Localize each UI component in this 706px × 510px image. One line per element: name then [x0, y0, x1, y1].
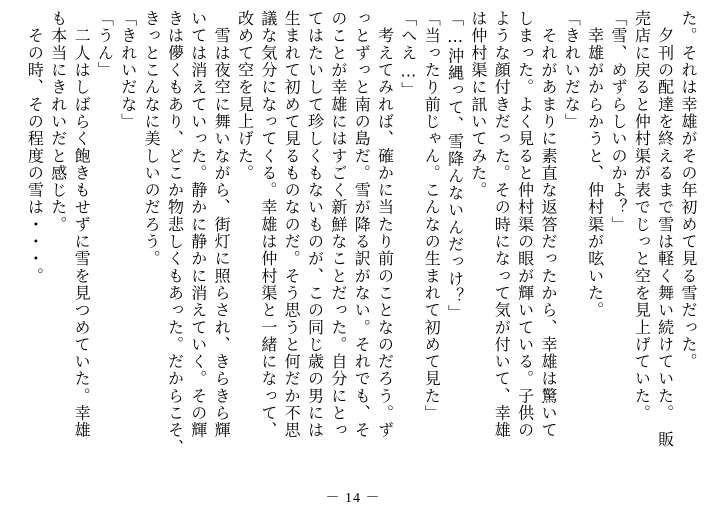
text-line: てはたいして珍しくもないものが、この同じ歳の男には	[305, 10, 325, 439]
text-line: 「…沖縄って、雪降んないんだっけ？」	[445, 10, 465, 322]
text-line: っとずっと南の島だ。雪が降る訳がない。それでも、そ	[352, 10, 372, 439]
text-line: た。それは幸雄がその年初めて見る雪だった。	[679, 10, 698, 371]
text-line: それがあまりに素直な返答だったから、幸雄は驚いて	[538, 10, 558, 439]
text-line: その時、その程度の雪は・・・。	[25, 10, 45, 285]
text-line: 議な気分になってくる。幸雄は仲村渠と一緒になって、	[258, 10, 278, 439]
text-line: 改めて空を見上げた。	[235, 10, 255, 182]
blank-line	[0, 10, 23, 480]
text-line: しまった。よく見ると仲村渠の眼が輝いている。子供の	[515, 10, 535, 439]
text-line: 幸雄がからかうと、仲村渠が呟いた。	[585, 10, 605, 319]
text-line: も本当にきれいだと感じた。	[48, 10, 68, 233]
text-line: きは儚くもあり、どこか物悲しくもあった。だからこそ、	[165, 10, 185, 456]
text-line: 雪は夜空に舞いながら、街灯に照らされ、きらきら輝	[212, 10, 232, 439]
text-line: のことが幸雄にはすごく新鮮なことだった。自分にとっ	[328, 10, 348, 439]
text-line: は仲村渠に訊いてみた。	[468, 10, 488, 199]
text-line: 夕刊の配達を終えるまで雪は軽く舞い続けていた。 販	[655, 10, 675, 448]
text-line: 「へえ…」	[398, 10, 418, 99]
page-number: － 14 －	[325, 491, 381, 506]
text-line: 考えてみれば、確かに当たり前のことなのだろう。ず	[375, 10, 395, 439]
text-line: 生まれて初めて見るものなのだ。そう思うと何だか不思	[282, 10, 302, 439]
text-line: いては消えていった。静かに静かに消えていく。その輝	[188, 10, 208, 439]
text-line: 二人はしばらく飽きもせずに雪を見つめていた。幸雄	[72, 10, 92, 439]
text-line: 「きれいだな」	[118, 10, 138, 131]
text-line: 売店に戻ると仲村渠が表でじっと空を見上げていた。	[632, 10, 652, 422]
text-line: 「当ったり前じゃん。こんなの生まれて初めて見た」	[422, 10, 442, 422]
text-line: きっとこんなに美しいのだろう。	[142, 10, 162, 268]
text-line: 「うん」	[95, 10, 115, 79]
text-line: 「きれいだな」	[562, 10, 582, 131]
vertical-text-body	[0, 10, 700, 480]
text-line: ような顔付きだった。その時になって気が付いて、幸雄	[492, 10, 512, 439]
text-line: 「雪、めずらしいのかよ？」	[608, 10, 628, 233]
